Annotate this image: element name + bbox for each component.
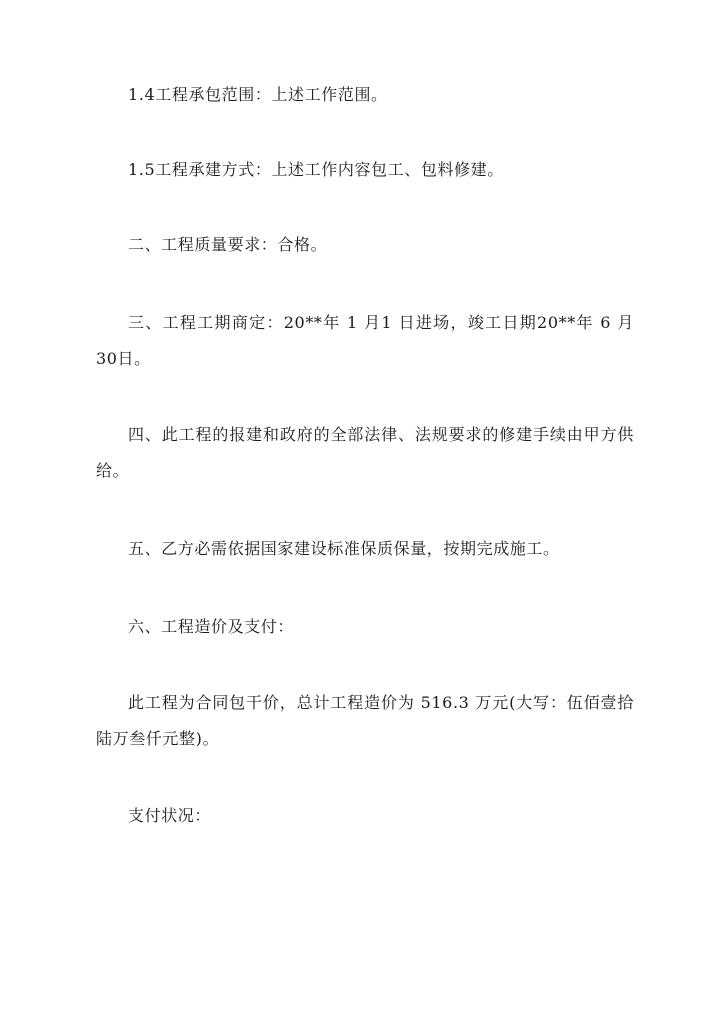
- paragraph-payment-status: 支付状况：: [128, 806, 212, 825]
- paragraph-schedule: 三、工程工期商定：20**年 1 月1 日进场，竣工日期20**年 6 月30日。: [96, 313, 634, 368]
- paragraph-permits: 四、此工程的报建和政府的全部法律、法规要求的修建手续由甲方供给。: [96, 425, 634, 480]
- paragraph-construction-method: 1.5工程承建方式：上述工作内容包工、包料修建。: [128, 160, 504, 179]
- paragraph-total-cost: 此工程为合同包干价，总计工程造价为 516.3 万元(大写：伍佰壹拾陆万叁仟元整)。: [96, 693, 634, 748]
- paragraph-quality-requirement: 二、工程质量要求：合格。: [128, 235, 328, 254]
- paragraph-scope: 1.4工程承包范围：上述工作范围。: [128, 85, 388, 104]
- paragraph-quality-guarantee: 五、乙方必需依据国家建设标准保质保量，按期完成施工。: [128, 539, 560, 558]
- paragraph-cost-heading: 六、工程造价及支付：: [128, 617, 295, 636]
